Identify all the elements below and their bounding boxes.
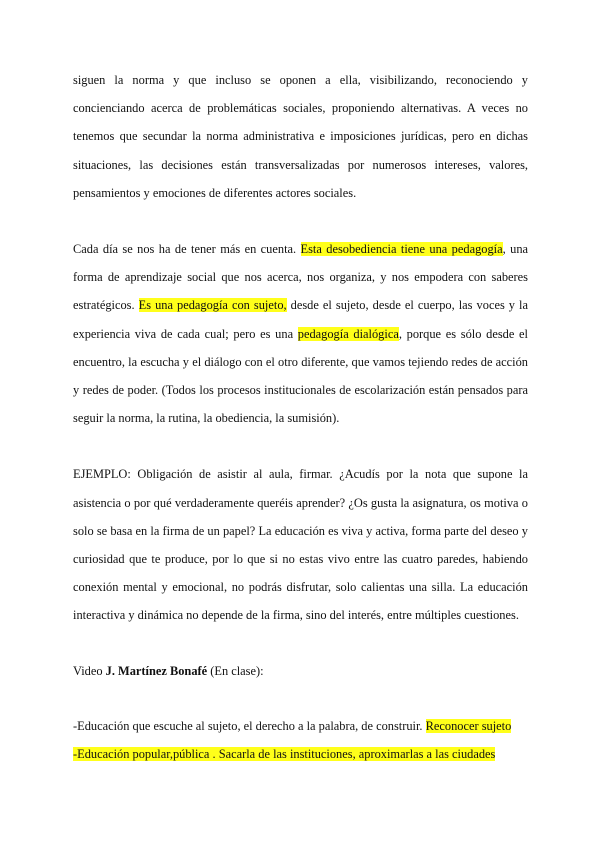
list-item	[73, 712, 528, 740]
paragraph-pedagogia	[73, 235, 528, 432]
highlighted-text: Es una pedagogía con sujeto,	[138, 298, 287, 313]
video-label: Video	[73, 663, 106, 678]
video-author: J. Martínez Bonafé	[105, 663, 208, 678]
paragraph-spacer	[73, 630, 528, 657]
paragraph-spacer	[73, 207, 528, 235]
paragraph-norma: siguen la norma y que incluso se oponen a ella, visibilizando, reconociendo y concienciando acerca de problemáticas sociales, proponiendo alternativas. A veces no tenemos que secundar la norma administrativa e imposiciones jurídicas, pero en dichas situaciones, las decisiones están transversalizadas por numerosos intereses, valores, pensamientos y emociones de diferentes actores sociales.	[73, 73, 528, 200]
paragraph-spacer	[73, 685, 528, 712]
video-note: (En clase):	[207, 663, 264, 678]
paragraph-spacer	[73, 432, 528, 460]
highlighted-text: Reconocer sujeto	[425, 718, 512, 733]
highlighted-text: -Educación popular,pública . Sacarla de las instituciones, aproximarlas a las ciudades	[73, 746, 496, 761]
paragraph-ejemplo: EJEMPLO: Obligación de asistir al aula, firmar. ¿Acudís por la nota que supone la asistencia o por qué verdaderamente queréis aprender? ¿Os gusta la asignatura, os motiva o solo se basa en la firma de un papel? La educación es viva y activa, forma parte del deseo y curiosidad que te produce, por lo que si no estas vivo entre las cuatro paredes, habiendo conexión mental y emocional, no podrás disfrutar, solo calientas una silla. La educación interactiva y dinámica no depende de la firma, sino del interés, entre múltiples cuestiones.	[73, 467, 528, 623]
paragraph-text: Cada día se nos ha de tener más en cuenta.	[73, 242, 301, 257]
video-reference	[73, 657, 528, 685]
highlighted-text: Esta desobediencia tiene una pedagogía	[300, 242, 503, 257]
list-item-text: -Educación que escuche al sujeto, el derecho a la palabra, de construir.	[73, 718, 426, 733]
highlighted-text: pedagogía dialógica	[297, 326, 399, 341]
paragraph-text: , porque es sólo desde el encuentro, la escucha y el diálogo con el otro diferente, que vamos tejiendo redes de acción y redes de poder. (Todos los procesos institucionales de escolarización están pensados para seguir la norma, la rutina, la obediencia, la sumisión).	[73, 326, 528, 426]
paragraph-text: , una forma de aprendizaje social que nos acerca, nos organiza, y nos empodera con saberes estratégicos.	[73, 242, 529, 313]
paragraph-text: desde el sujeto, desde el cuerpo, las voces y la experiencia viva de cada cual; pero es una	[73, 298, 528, 341]
list-item	[73, 740, 528, 768]
